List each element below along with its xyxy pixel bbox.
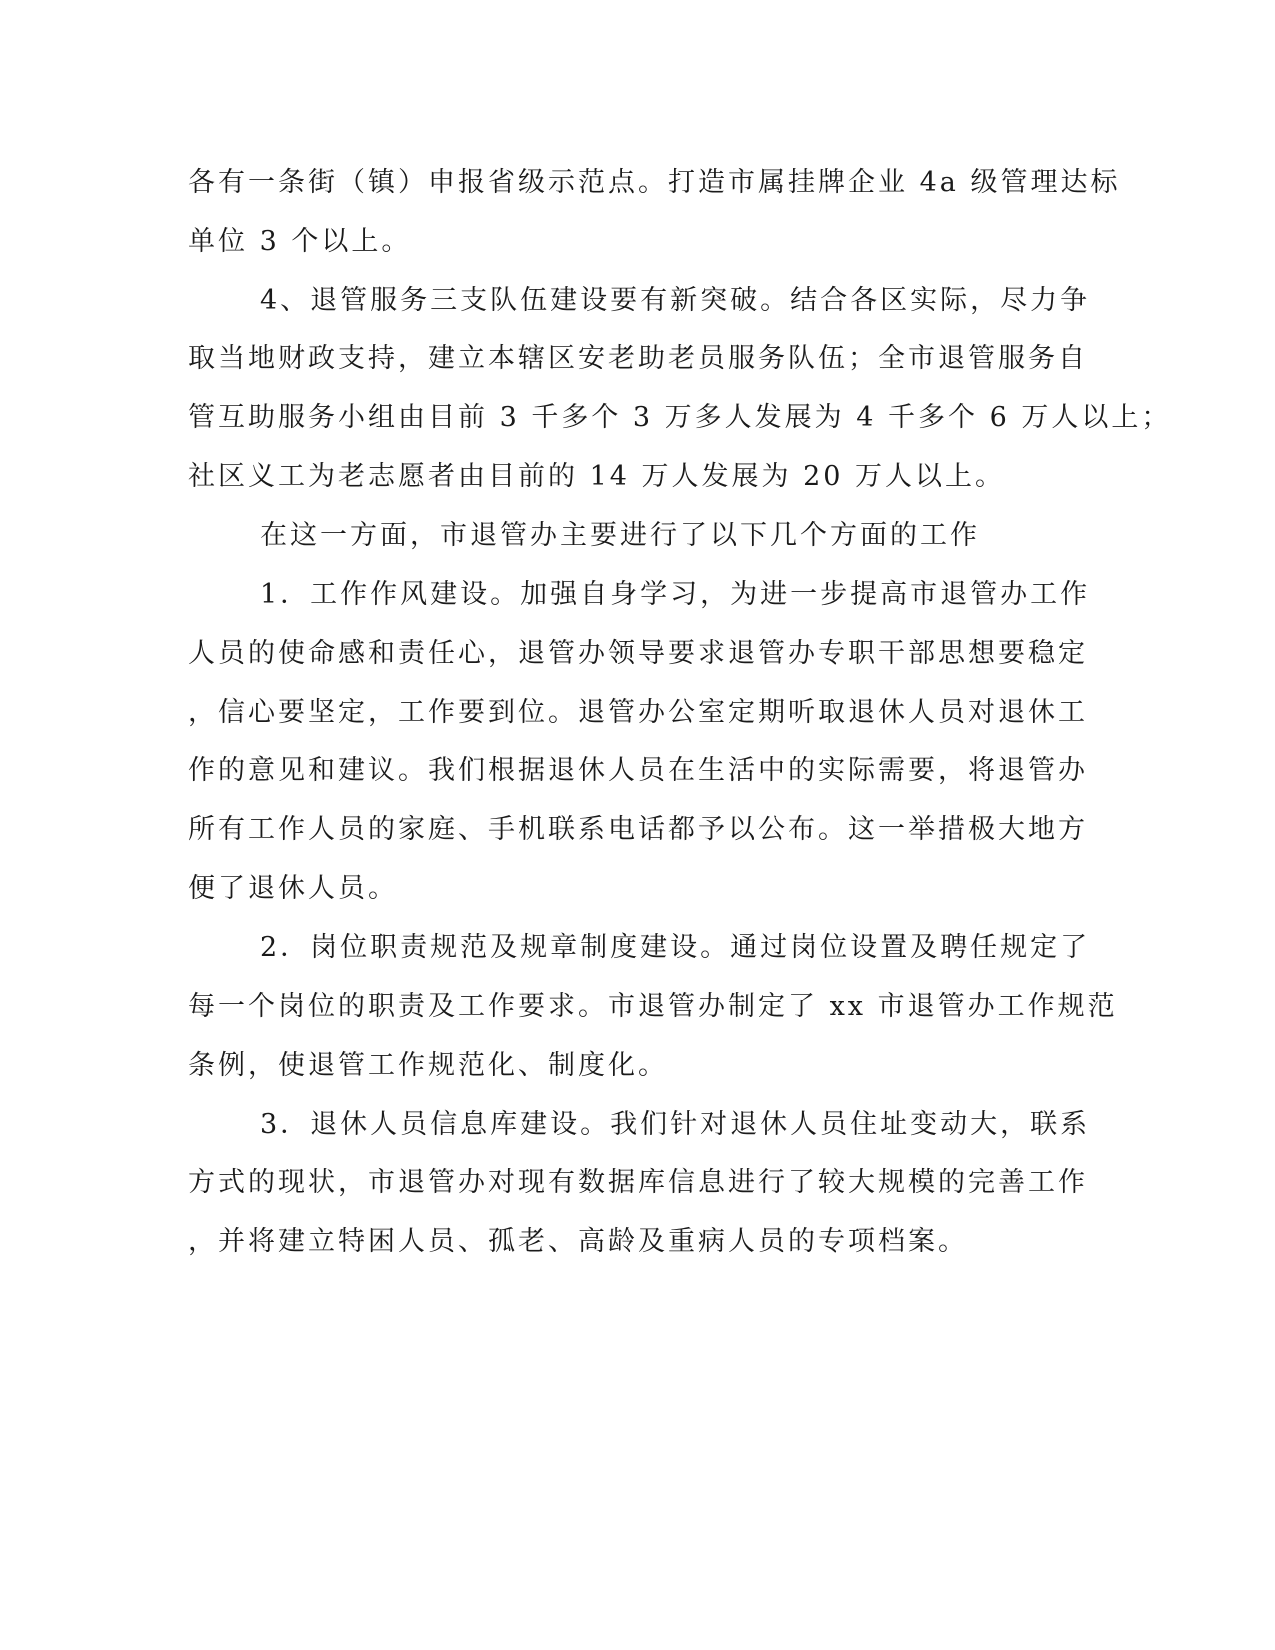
text-line: 取当地财政支持，建立本辖区安老助老员服务队伍；全市退管服务自 (188, 343, 1088, 374)
text-line: ，并将建立特困人员、孤老、高龄及重病人员的专项档案。 (188, 1226, 968, 1257)
text-line: 人员的使命感和责任心，退管办领导要求退管办专职干部思想要稳定 (188, 638, 1088, 669)
text-line: 作的意见和建议。我们根据退休人员在生活中的实际需要，将退管办 (188, 755, 1088, 786)
text-line: 所有工作人员的家庭、手机联系电话都予以公布。这一举措极大地方 (188, 814, 1088, 845)
text-line: 各有一条街（镇）申报省级示范点。打造市属挂牌企业 4a 级管理达标 (188, 167, 1121, 198)
text-line: 方式的现状，市退管办对现有数据库信息进行了较大规模的完善工作 (188, 1167, 1088, 1198)
text-line: 3．退休人员信息库建设。我们针对退休人员住址变动大，联系 (260, 1109, 1091, 1140)
text-line: 条例，使退管工作规范化、制度化。 (188, 1050, 668, 1081)
text-line: 在这一方面，市退管办主要进行了以下几个方面的工作 (260, 520, 980, 551)
text-line: 4、退管服务三支队伍建设要有新突破。结合各区实际，尽力争 (260, 285, 1091, 316)
text-line: 1．工作作风建设。加强自身学习，为进一步提高市退管办工作 (260, 579, 1091, 610)
text-line: 社区义工为老志愿者由目前的 14 万人发展为 20 万人以上。 (188, 461, 1006, 492)
text-line: 2．岗位职责规范及规章制度建设。通过岗位设置及聘任规定了 (260, 932, 1091, 963)
text-line: ，信心要坚定，工作要到位。退管办公室定期听取退休人员对退休工 (188, 697, 1088, 728)
text-line: 管互助服务小组由目前 3 千多个 3 万多人发展为 4 千多个 6 万人以上； (188, 402, 1172, 433)
text-line: 每一个岗位的职责及工作要求。市退管办制定了 xx 市退管办工作规范 (188, 991, 1118, 1022)
text-line: 便了退休人员。 (188, 873, 398, 904)
text-line: 单位 3 个以上。 (188, 226, 412, 257)
